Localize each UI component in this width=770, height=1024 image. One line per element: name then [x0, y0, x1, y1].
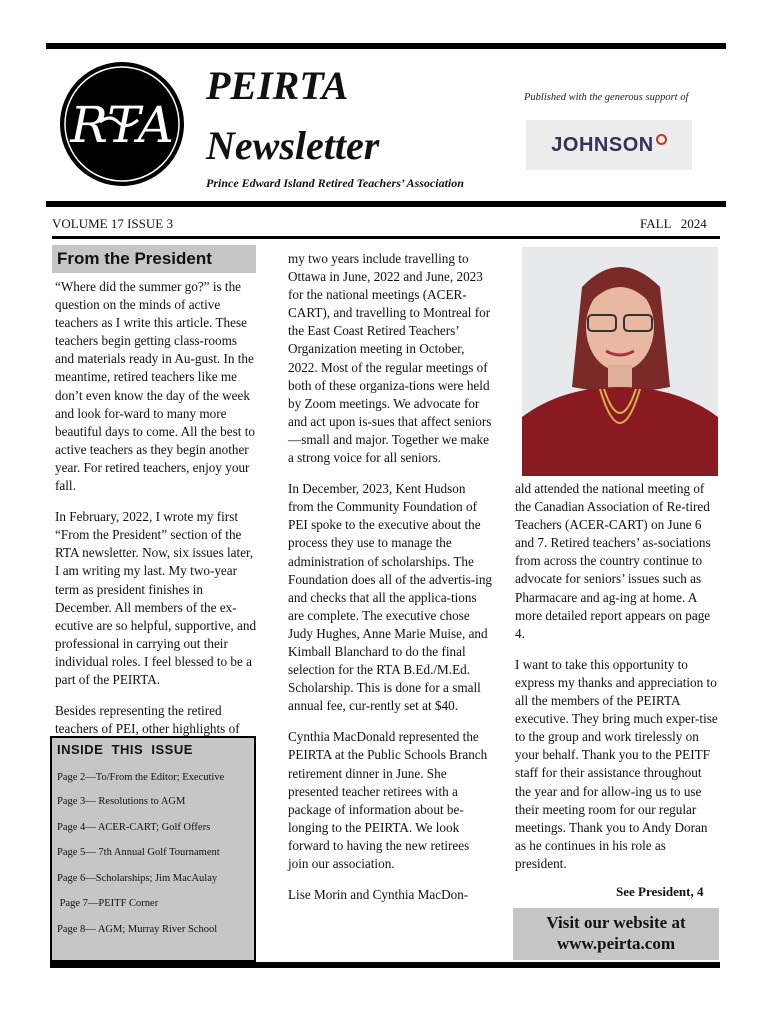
masthead-bottom-rule	[46, 201, 726, 207]
article-heading-box	[52, 245, 256, 273]
toc-item: Page 3— Resolutions to AGM	[57, 796, 186, 807]
paragraph: In February, 2022, I wrote my first “From the President” section of the RTA newsletter. Now, six issues later, I am writing my last. My two-year term as president finishes in December. All members of the ex-ecutive are so helpful, supportive, and professional in carrying out their individual roles. I feel blessed to be a part of the PEIRTA.	[55, 509, 257, 687]
volume-issue: VOLUME 17 ISSUE 3	[52, 216, 173, 231]
logo-text: RTA	[70, 96, 174, 154]
website-line1: Visit our website at	[546, 913, 686, 932]
rta-logo	[60, 62, 184, 186]
paragraph: Besides representing the retired teachers of PEI, other highlights of	[55, 703, 240, 737]
website-link[interactable]: www.peirta.com	[556, 934, 676, 953]
paragraph: ald attended the national meeting of the Canadian Association of Re-tired Teachers (ACER-CART) on June 6 and 7. Retired teachers’ as-sociations from across the country continue to advocate for seniors’ issues such as Pharmacare and ag-ing at home. A more detailed report appears on page 4.	[515, 481, 711, 641]
inside-this-issue-box	[50, 736, 256, 962]
page-bottom-rule	[50, 962, 720, 968]
paragraph: Lise Morin and Cynthia MacDon-	[288, 887, 469, 903]
inside-title: INSIDE THIS ISSUE	[57, 742, 193, 757]
toc-item: Page 4— ACER-CART; Golf Offers	[57, 822, 211, 833]
paragraph: In December, 2023, Kent Hudson from the Community Foundation of PEI spoke to the executive about the process they use to manage the administration of scholarships. The Foundation does all of the advertis-ing and checks that all the applica-tions are complete. The executive chose Judy Hughes, Anne Marie Muise, and Kimball Blanchard to do the final selection for the RTA B.Ed./M.Ed. Scholarship. This is done for a small annual fee, cur-rently set at $40.	[288, 481, 493, 714]
paragraph: “Where did the summer go?” is the question on the minds of active teachers as I write this article. These teachers begin getting class-rooms and materials ready in Au-gust. In the meantime, retired teachers like me don’t even know the day of the week and look for-ward to many more beautiful days to come. All the best to active teachers as they begin another year. For retired teachers, enjoy your fall.	[55, 279, 255, 494]
issue-season: FALL 2024	[640, 216, 707, 231]
issue-rule	[52, 236, 720, 239]
article-column-1	[55, 278, 257, 751]
continued-note: See President, 4	[616, 884, 704, 899]
paragraph: my two years include travelling to Ottawa in June, 2022 and June, 2023 for the national meetings (ACER-CART), and travelling to Montreal for the East Coast Retired Teachers’ Organization meeting in October, 2022. Most of the regular meetings of both of these organiza-tions were held by Zoom meetings. We advocate for and act upon is-sues that affect seniors—small and major. Together we make a strong voice for all seniors.	[288, 251, 492, 466]
portrait-illustration	[522, 247, 718, 476]
toc-item: Page 7—PEITF Corner	[57, 898, 159, 909]
president-photo	[522, 247, 718, 476]
toc-item: Page 2—To/From the Editor; Executive	[57, 772, 225, 783]
sponsor-note: Published with the generous support of	[524, 92, 689, 103]
newsletter-title-line2: Newsletter	[206, 123, 380, 168]
paragraph: Cynthia MacDonald represented the PEIRTA at the Public Schools Branch retirement dinner in June. She presented teacher retirees with a package of information about be-longing to the PEIRTA. We look forward to having the new retirees join our association.	[288, 729, 488, 871]
sponsor-ring-icon	[656, 134, 667, 145]
masthead-top-rule	[46, 43, 726, 49]
article-column-3	[515, 480, 720, 886]
newsletter-title-line1: PEIRTA	[206, 63, 349, 108]
website-box	[513, 908, 719, 960]
toc-item: Page 5— 7th Annual Golf Tournament	[57, 847, 220, 858]
sponsor-logo	[526, 120, 692, 170]
article-column-2	[288, 250, 492, 917]
rta-logo-graphic	[60, 62, 184, 186]
sponsor-name: JOHNSON	[551, 133, 654, 156]
toc-item: Page 6—Scholarships; Jim MacAulay	[57, 873, 218, 884]
toc-item: Page 8— AGM; Murray River School	[57, 924, 218, 935]
association-name: Prince Edward Island Retired Teachers’ Association	[206, 176, 464, 190]
article-heading: From the President	[57, 249, 212, 268]
paragraph: I want to take this opportunity to express my thanks and appreciation to all the members of the PEIRTA executive. They bring much exper-tise to the group and work tirelessly on your behalf. Thank you to the PEITF staff for their assistance throughout the year and for allow-ing us to use their meeting room for our regular meetings. Thank you to Andy Doran as he continues in his role as president.	[515, 656, 718, 871]
